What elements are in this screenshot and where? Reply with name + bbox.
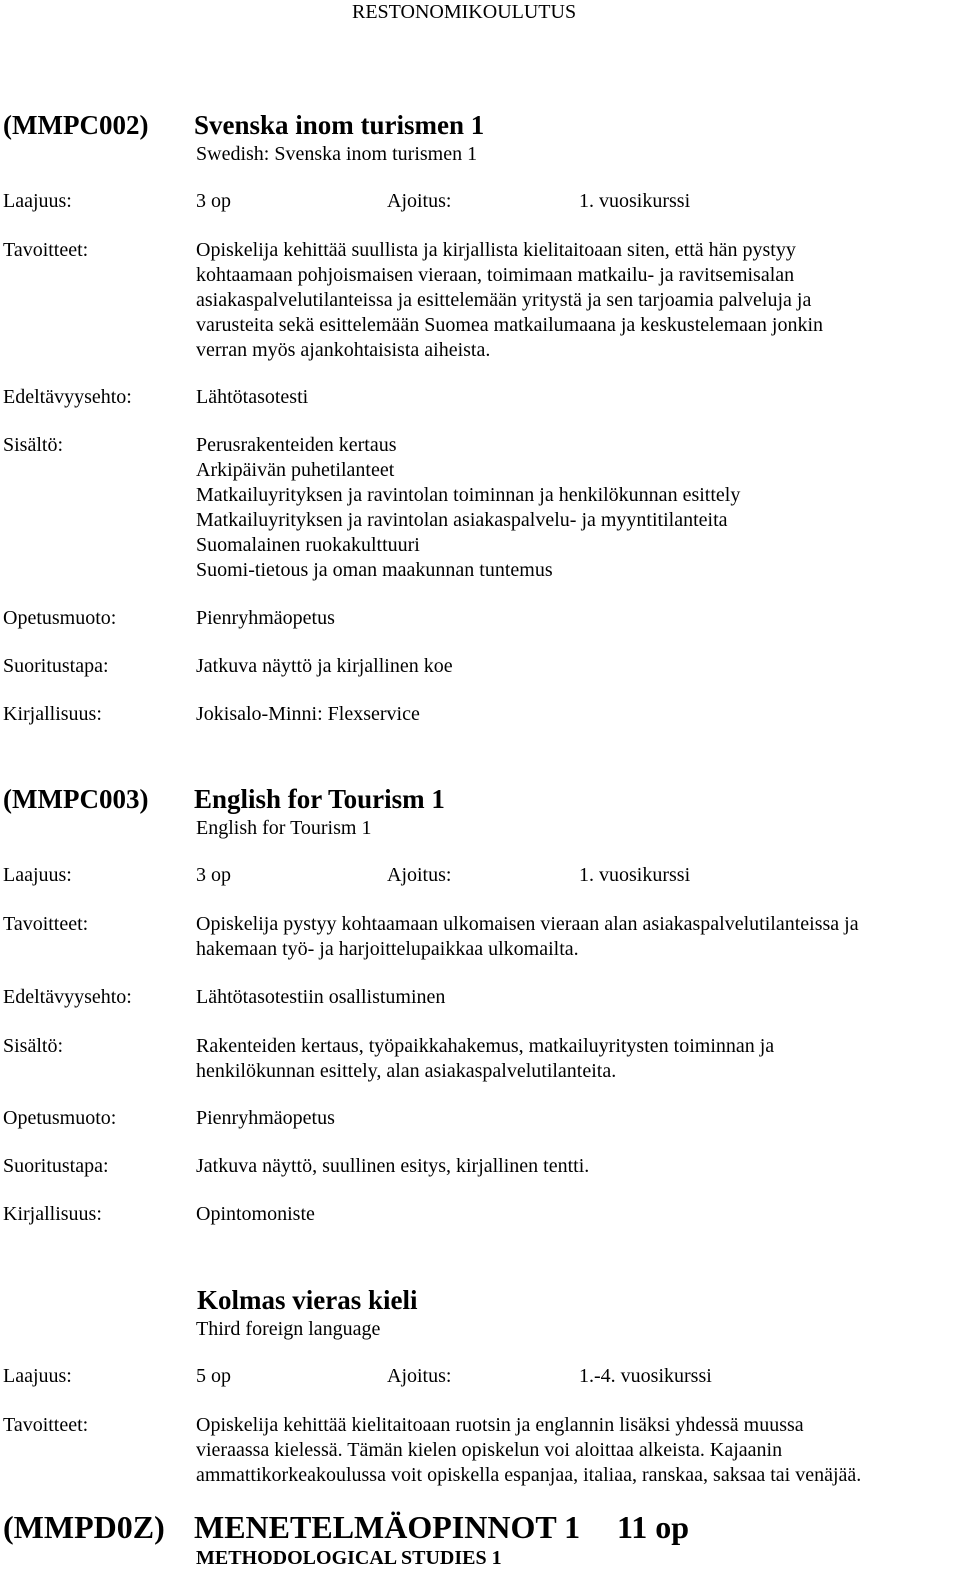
kirjallisuus-value: Opintomoniste — [196, 1203, 315, 1225]
text-line: Opiskelija kehittää kielitaitoaan ruotsin ja englannin lisäksi yhdessä muussa — [196, 1414, 804, 1436]
list-item: Arkipäivän puhetilanteet — [196, 459, 395, 481]
laajuus-value: 5 op — [196, 1365, 231, 1387]
sisalto-list — [196, 433, 740, 583]
list-item: henkilökunnan esittely, alan asiakaspalvelutilanteita. — [196, 1060, 617, 1082]
laajuus-label: Laajuus: — [3, 864, 72, 886]
course-title: Kolmas vieras kieli — [197, 1285, 418, 1315]
text-line: varusteita sekä esittelemään Suomea matkailumaana ja keskustelemaan jonkin — [196, 314, 824, 336]
laajuus-label: Laajuus: — [3, 1365, 72, 1387]
course-title: English for Tourism 1 — [194, 784, 445, 814]
tavoitteet-text — [196, 238, 823, 363]
ajoitus-label: Ajoitus: — [387, 190, 452, 212]
section-title: MENETELMÄOPINNOT 1 — [194, 1509, 581, 1545]
course-subtitle: English for Tourism 1 — [196, 817, 372, 839]
suoritustapa-label: Suoritustapa: — [3, 655, 109, 677]
text-line: vieraassa kielessä. Tämän kielen opiskelun voi aloittaa alkeista. Kajaanin — [196, 1439, 783, 1461]
sisalto-label: Sisältö: — [3, 434, 64, 456]
tavoitteet-text — [196, 912, 859, 962]
suoritustapa-label: Suoritustapa: — [3, 1155, 109, 1177]
text-line: hakemaan työ- ja harjoittelupaikkaa ulkomailta. — [196, 938, 579, 960]
ajoitus-value: 1. vuosikurssi — [579, 864, 691, 886]
edeltavyysehto-label: Edeltävyysehto: — [3, 386, 132, 408]
tavoitteet-label: Tavoitteet: — [3, 239, 89, 261]
section-code: (MMPD0Z) — [3, 1509, 165, 1545]
edeltavyysehto-value: Lähtötasotesti — [196, 386, 309, 408]
opetusmuoto-label: Opetusmuoto: — [3, 1107, 117, 1129]
course-subtitle: Swedish: Svenska inom turismen 1 — [196, 143, 478, 165]
section-subtitle: METHODOLOGICAL STUDIES 1 — [196, 1547, 502, 1569]
page-header: RESTONOMIKOULUTUS — [352, 1, 577, 23]
list-item: Perusrakenteiden kertaus — [196, 434, 397, 456]
kirjallisuus-label: Kirjallisuus: — [3, 1203, 102, 1225]
list-item: Suomalainen ruokakulttuuri — [196, 534, 420, 556]
ajoitus-value: 1.-4. vuosikurssi — [579, 1365, 712, 1387]
tavoitteet-label: Tavoitteet: — [3, 913, 89, 935]
list-item: Rakenteiden kertaus, työpaikkahakemus, matkailuyritysten toiminnan ja — [196, 1035, 775, 1057]
edeltavyysehto-value: Lähtötasotestiin osallistuminen — [196, 986, 446, 1008]
list-item: Matkailuyrityksen ja ravintolan toiminnan ja henkilökunnan esittely — [196, 484, 741, 506]
edeltavyysehto-label: Edeltävyysehto: — [3, 986, 132, 1008]
opetusmuoto-label: Opetusmuoto: — [3, 607, 117, 629]
suoritustapa-value: Jatkuva näyttö ja kirjallinen koe — [196, 655, 453, 677]
sisalto-label: Sisältö: — [3, 1035, 64, 1057]
text-line: kohtaamaan pohjoismaisen vieraan, toimimaan matkailu- ja ravitsemisalan — [196, 264, 795, 286]
laajuus-value: 3 op — [196, 190, 231, 212]
list-item: Matkailuyrityksen ja ravintolan asiakaspalvelu- ja myyntitilanteita — [196, 509, 728, 531]
course-title: Svenska inom turismen 1 — [194, 110, 485, 140]
ajoitus-value: 1. vuosikurssi — [579, 190, 691, 212]
ajoitus-label: Ajoitus: — [387, 864, 452, 886]
laajuus-label: Laajuus: — [3, 190, 72, 212]
laajuus-value: 3 op — [196, 864, 231, 886]
tavoitteet-text — [196, 1413, 861, 1488]
kirjallisuus-value: Jokisalo-Minni: Flexservice — [196, 703, 420, 725]
text-line: Opiskelija kehittää suullista ja kirjallista kielitaitoaan siten, että hän pystyy — [196, 239, 796, 261]
text-line: ammattikorkeakoulussa voit opiskella espanjaa, italiaa, ranskaa, saksaa tai venäjää. — [196, 1464, 862, 1486]
opetusmuoto-value: Pienryhmäopetus — [196, 1107, 335, 1129]
list-item: Suomi-tietous ja oman maakunnan tuntemus — [196, 559, 553, 581]
text-line: Opiskelija pystyy kohtaamaan ulkomaisen vieraan alan asiakaspalvelutilanteissa ja — [196, 913, 859, 935]
sisalto-list — [196, 1034, 774, 1084]
opetusmuoto-value: Pienryhmäopetus — [196, 607, 335, 629]
ajoitus-label: Ajoitus: — [387, 1365, 452, 1387]
suoritustapa-value: Jatkuva näyttö, suullinen esitys, kirjallinen tentti. — [196, 1155, 590, 1177]
course-code: (MMPC003) — [3, 784, 149, 814]
text-line: verran myös ajankohtaisista aiheista. — [196, 339, 491, 361]
text-line: asiakaspalvelutilanteissa ja esittelemään yritystä ja sen tarjoamia palveluja ja — [196, 289, 812, 311]
course-code: (MMPC002) — [3, 110, 149, 140]
kirjallisuus-label: Kirjallisuus: — [3, 703, 102, 725]
tavoitteet-label: Tavoitteet: — [3, 1414, 89, 1436]
section-credits: 11 op — [617, 1509, 690, 1545]
course-subtitle: Third foreign language — [196, 1318, 381, 1340]
